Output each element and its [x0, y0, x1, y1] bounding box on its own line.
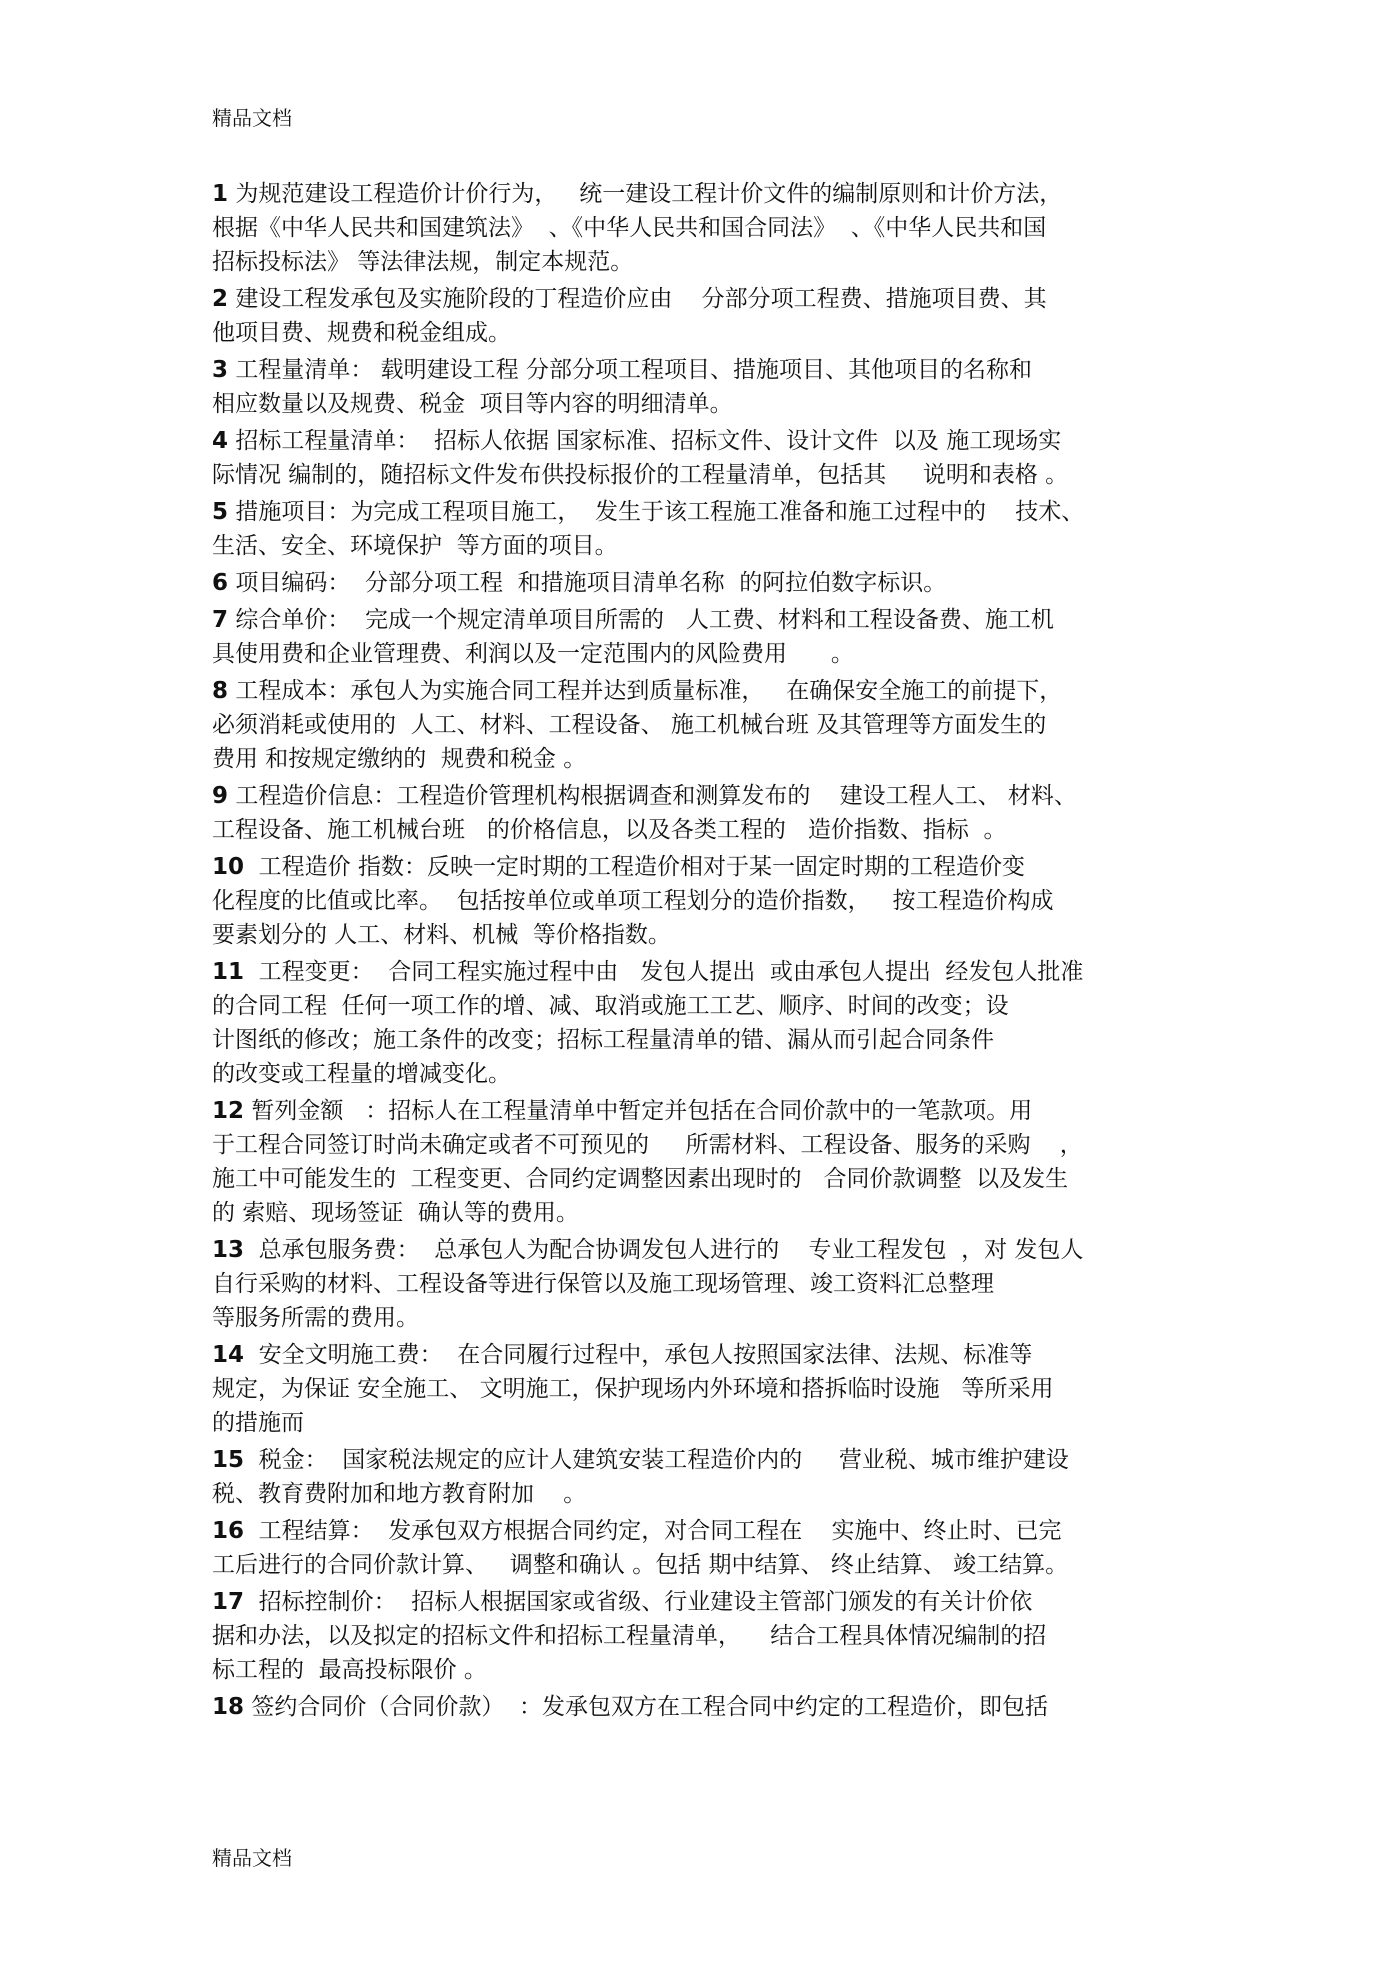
definition-text: 工程造价 指数：反映一定时期的工程造价相对于某一固定时期的工程造价变 — [244, 854, 1025, 880]
definition-text: 等服务所需的费用。 — [212, 1305, 419, 1331]
definition-first-line — [212, 1585, 1212, 1619]
definition-first-line — [212, 1443, 1212, 1477]
definition-number: 18 — [212, 1694, 245, 1720]
definition-line — [212, 1301, 1212, 1335]
definition-text: 标工程的 最高投标限价 。 — [212, 1657, 487, 1683]
definition-line — [212, 211, 1212, 245]
definition-text: 工程设备、施工机械台班 的价格信息，以及各类工程的 造价指数、指标 。 — [212, 817, 1007, 843]
definition-text: 具使用费和企业管理费、利润以及一定范围内的风险费用 。 — [212, 641, 854, 667]
definition-text: 他项目费、规费和税金组成。 — [212, 320, 511, 346]
definition-text: 必须消耗或使用的 人工、材料、工程设备、 施工机械台班 及其管理等方面发生的 — [212, 712, 1047, 738]
definition-number: 17 — [212, 1589, 245, 1615]
definition-line — [212, 529, 1212, 563]
definition-number: 9 — [212, 783, 229, 809]
definition-text: 工程造价信息：工程造价管理机构根据调查和测算发布的 建设工程人工、 材料、 — [228, 783, 1077, 809]
definition-text: 的措施而 — [212, 1410, 304, 1436]
definition-line — [212, 708, 1212, 742]
definition-text: 工程结算： 发承包双方根据合同约定，对合同工程在 实施中、终止时、已完 — [244, 1518, 1062, 1544]
definition-text: 工程量清单： 载明建设工程 分部分项工程项目、措施项目、其他项目的名称和 — [228, 357, 1032, 383]
definition-text: 暂列金额 ：招标人在工程量清单中暂定并包括在合同价款中的一笔款项。用 — [244, 1098, 1033, 1124]
definition-text: 综合单价： 完成一个规定清单项目所需的 人工费、材料和工程设备费、施工机 — [228, 607, 1054, 633]
definition-text: 自行采购的材料、工程设备等进行保管以及施工现场管理、竣工资料汇总整理 — [212, 1271, 994, 1297]
definition-text: 化程度的比值或比率。 包括按单位或单项工程划分的造价指数， 按工程造价构成 — [212, 888, 1054, 914]
document-body — [212, 177, 1212, 1724]
definition-first-line — [212, 177, 1212, 211]
definition-line — [212, 637, 1212, 671]
definition-text: 措施项目：为完成工程项目施工， 发生于该工程施工准备和施工过程中的 技术、 — [228, 499, 1085, 525]
definition-text: 计图纸的修改；施工条件的改变；招标工程量清单的错、漏从而引起合同条件 — [212, 1027, 994, 1053]
definition-first-line — [212, 1233, 1212, 1267]
definition-text: 于工程合同签订时尚未确定或者不可预见的 所需材料、工程设备、服务的采购 ， — [212, 1132, 1083, 1158]
definition-first-line — [212, 282, 1212, 316]
definition-first-line — [212, 1514, 1212, 1548]
definition-line — [212, 1162, 1212, 1196]
definition-first-line — [212, 674, 1212, 708]
definition-number: 13 — [212, 1237, 245, 1263]
definition-line — [212, 989, 1212, 1023]
definition-line — [212, 813, 1212, 847]
definition-text: 招标控制价： 招标人根据国家或省级、行业建设主管部门颁发的有关计价依 — [244, 1589, 1033, 1615]
definition-text: 生活、安全、环境保护 等方面的项目。 — [212, 533, 618, 559]
definition-line — [212, 1023, 1212, 1057]
definition-number: 16 — [212, 1518, 245, 1544]
definition-first-line — [212, 955, 1212, 989]
definition-text: 税金： 国家税法规定的应计人建筑安装工程造价内的 营业税、城市维护建设 — [244, 1447, 1069, 1473]
definition-line — [212, 1267, 1212, 1301]
definition-text: 相应数量以及规费、税金 项目等内容的明细清单。 — [212, 391, 733, 417]
definition-first-line — [212, 1338, 1212, 1372]
definition-first-line — [212, 850, 1212, 884]
definition-line — [212, 1057, 1212, 1091]
page-header-label: 精品文档 — [212, 106, 292, 130]
definition-text: 工程变更： 合同工程实施过程中由 发包人提出 或由承包人提出 经发包人批准 — [244, 959, 1084, 985]
page-footer-label: 精品文档 — [212, 1846, 292, 1870]
definition-number: 15 — [212, 1447, 245, 1473]
definition-text: 工后进行的合同价款计算、 调整和确认 。包括 期中结算、 终止结算、 竣工结算。 — [212, 1552, 1069, 1578]
definition-text: 项目编码： 分部分项工程 和措施项目清单名称 的阿拉伯数字标识。 — [228, 570, 947, 596]
definition-line — [212, 742, 1212, 776]
definition-first-line — [212, 424, 1212, 458]
definition-first-line — [212, 495, 1212, 529]
definition-text: 施工中可能发生的 工程变更、合同约定调整因素出现时的 合同价款调整 以及发生 — [212, 1166, 1069, 1192]
definition-text: 的改变或工程量的增减变化。 — [212, 1061, 511, 1087]
definition-line — [212, 1548, 1212, 1582]
definition-first-line — [212, 1690, 1212, 1724]
definition-first-line — [212, 779, 1212, 813]
definition-line — [212, 1372, 1212, 1406]
definition-text: 费用 和按规定缴纳的 规费和税金 。 — [212, 746, 587, 772]
definition-text: 建设工程发承包及实施阶段的丁程造价应由 分部分项工程费、措施项目费、其 — [228, 286, 1047, 312]
definition-number: 2 — [212, 286, 229, 312]
definition-text: 规定，为保证 安全施工、 文明施工，保护现场内外环境和搭拆临时设施 等所采用 — [212, 1376, 1054, 1402]
definition-text: 招标工程量清单： 招标人依据 国家标准、招标文件、设计文件 以及 施工现场实 — [228, 428, 1062, 454]
definition-number: 7 — [212, 607, 229, 633]
definition-line — [212, 387, 1212, 421]
definition-number: 10 — [212, 854, 245, 880]
definition-number: 6 — [212, 570, 229, 596]
definition-line — [212, 1196, 1212, 1230]
definition-number: 4 — [212, 428, 229, 454]
definition-text: 的 索赔、现场签证 确认等的费用。 — [212, 1200, 579, 1226]
definition-line — [212, 884, 1212, 918]
definition-line — [212, 1477, 1212, 1511]
definition-first-line — [212, 353, 1212, 387]
definition-line — [212, 1619, 1212, 1653]
definition-line — [212, 1406, 1212, 1440]
definition-number: 14 — [212, 1342, 245, 1368]
definition-first-line — [212, 603, 1212, 637]
definition-first-line — [212, 566, 1212, 600]
definition-text: 总承包服务费： 总承包人为配合协调发包人进行的 专业工程发包 ，对 发包人 — [244, 1237, 1084, 1263]
definition-line — [212, 245, 1212, 279]
definition-first-line — [212, 1094, 1212, 1128]
definition-text: 际情况 编制的，随招标文件发布供投标报价的工程量清单，包括其 说明和表格 。 — [212, 462, 1069, 488]
definition-number: 1 — [212, 181, 229, 207]
definition-text: 据和办法，以及拟定的招标文件和招标工程量清单， 结合工程具体情况编制的招 — [212, 1623, 1047, 1649]
definition-line — [212, 918, 1212, 952]
definition-number: 11 — [212, 959, 245, 985]
definition-text: 要素划分的 人工、材料、机械 等价格指数。 — [212, 922, 671, 948]
definition-number: 8 — [212, 678, 229, 704]
definition-text: 的合同工程 任何一项工作的增、减、取消或施工工艺、顺序、时间的改变；设 — [212, 993, 1009, 1019]
definition-text: 安全文明施工费： 在合同履行过程中，承包人按照国家法律、法规、标准等 — [244, 1342, 1033, 1368]
definition-number: 12 — [212, 1098, 245, 1124]
definition-text: 签约合同价（合同价款） ：发承包双方在工程合同中约定的工程造价，即包括 — [244, 1694, 1048, 1720]
definition-line — [212, 458, 1212, 492]
definition-line — [212, 1653, 1212, 1687]
definition-line — [212, 316, 1212, 350]
definition-text: 招标投标法》 等法律法规，制定本规范。 — [212, 249, 634, 275]
definition-text: 根据《中华人民共和国建筑法》 、《中华人民共和国合同法》 、《中华人民共和国 — [212, 215, 1047, 241]
definition-number: 3 — [212, 357, 229, 383]
definition-line — [212, 1128, 1212, 1162]
definition-text: 税、教育费附加和地方教育附加 。 — [212, 1481, 587, 1507]
definition-text: 为规范建设工程造价计价行为， 统一建设工程计价文件的编制原则和计价方法， — [228, 181, 1063, 207]
definition-number: 5 — [212, 499, 229, 525]
definition-text: 工程成本：承包人为实施合同工程并达到质量标准， 在确保安全施工的前提下， — [228, 678, 1063, 704]
